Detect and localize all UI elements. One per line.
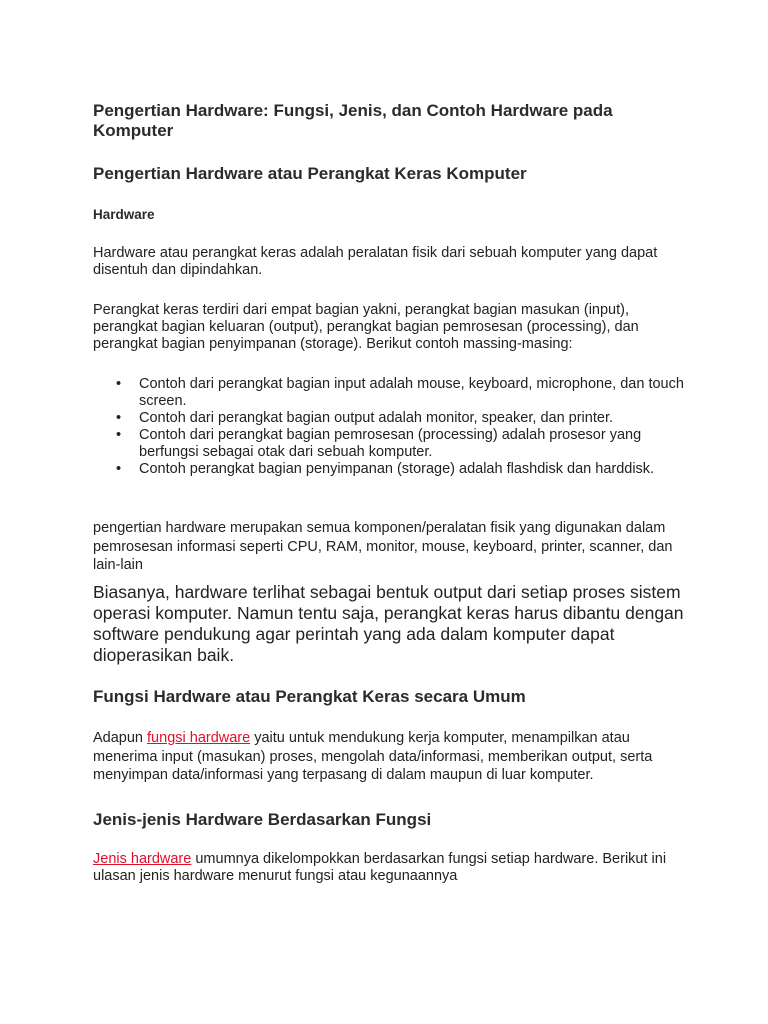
paragraph-fungsi bbox=[93, 729, 693, 785]
list-item-text: Contoh dari perangkat bagian input adalah mouse, keyboard, microphone, dan touch screen. bbox=[139, 376, 684, 409]
bullet-icon: • bbox=[116, 461, 122, 477]
list-item-text: Contoh perangkat bagian penyimpanan (storage) adalah flashdisk dan harddisk. bbox=[139, 461, 655, 477]
paragraph-bagian: Perangkat keras terdiri dari empat bagian yakni, perangkat bagian masukan (input), perangkat bagian keluaran (output), perangkat bagian pemrosesan (processing), dan perangkat bagian penyimpanan (storage). Berikut contoh massing-masing: bbox=[93, 302, 639, 352]
document-title: Pengertian Hardware: Fungsi, Jenis, dan Contoh Hardware pada Komputer bbox=[93, 101, 613, 140]
list-item bbox=[93, 410, 693, 427]
paragraph-jenis-text: umumnya dikelompokkan berdasarkan fungsi setiap hardware. Berikut ini ulasan jenis hardware menurut fungsi atau kegunaannya bbox=[93, 851, 667, 884]
paragraph-fungsi-prefix: Adapun bbox=[93, 730, 148, 746]
heading-fungsi: Fungsi Hardware atau Perangkat Keras secara Umum bbox=[93, 687, 526, 706]
paragraph-jenis bbox=[93, 851, 693, 885]
list-item bbox=[93, 376, 693, 410]
bullet-icon: • bbox=[116, 427, 122, 443]
paragraph-biasanya: Biasanya, hardware terlihat sebagai bentuk output dari setiap proses sistem operasi komputer. Namun tentu saja, perangkat keras harus dibantu dengan software pendukung agar perintah yang ada dalam komputer dapat dioperasikan baik. bbox=[93, 582, 684, 665]
bullet-icon: • bbox=[116, 410, 122, 426]
fungsi-hardware-link[interactable]: fungsi hardware bbox=[147, 730, 251, 746]
list-item-text: Contoh dari perangkat bagian pemrosesan (processing) adalah prosesor yang berfungsi sebagai otak dari sebuah komputer. bbox=[139, 427, 642, 460]
list-item bbox=[93, 427, 693, 461]
bullet-icon: • bbox=[116, 376, 122, 392]
heading-hardware: Hardware bbox=[93, 207, 155, 222]
list-item bbox=[93, 461, 693, 478]
jenis-hardware-link[interactable]: Jenis hardware bbox=[93, 851, 192, 867]
paragraph-komponen: pengertian hardware merupakan semua komponen/peralatan fisik yang digunakan dalam pemrosesan informasi seperti CPU, RAM, monitor, mouse, keyboard, printer, scanner, dan lain-lain bbox=[93, 520, 673, 573]
list-item-text: Contoh dari perangkat bagian output adalah monitor, speaker, dan printer. bbox=[139, 410, 613, 426]
heading-pengertian: Pengertian Hardware atau Perangkat Keras Komputer bbox=[93, 164, 527, 183]
heading-jenis: Jenis-jenis Hardware Berdasarkan Fungsi bbox=[93, 810, 432, 829]
paragraph-fungsi-text: yaitu untuk mendukung kerja komputer, menampilkan atau menerima input (masukan) proses, mengolah data/informasi, memberikan output, serta menyimpan data/informasi yang terpasang di dalam maupun di luar komputer. bbox=[93, 730, 653, 783]
example-list bbox=[93, 376, 693, 478]
paragraph-definisi: Hardware atau perangkat keras adalah peralatan fisik dari sebuah komputer yang dapat disentuh dan dipindahkan. bbox=[93, 245, 658, 278]
